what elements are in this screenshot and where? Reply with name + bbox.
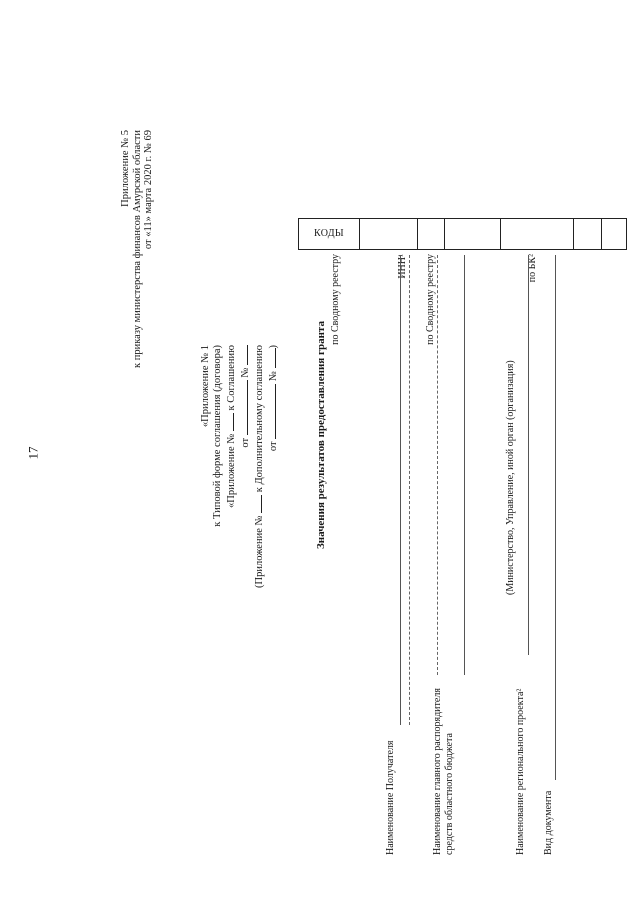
appendix-header	[120, 130, 155, 368]
appendix-order-line: к приказу министерства финансов Амурской области	[131, 130, 143, 368]
recipient-registry-label: по Сводному реестру	[330, 254, 341, 345]
document-type-line[interactable]	[555, 255, 556, 780]
inn-code-cell	[418, 219, 445, 250]
budget-code-cell	[574, 219, 602, 250]
document-type-code-cell	[602, 219, 627, 250]
administrator-name-label: Наименование главного распорядителя средств областного бюджета	[432, 688, 455, 855]
recipient-name-line-2	[409, 255, 410, 725]
document-title: Значения результатов предоставления гранта	[315, 321, 327, 549]
supplementary-date-blank	[266, 384, 276, 439]
supplementary-number-blank	[266, 349, 276, 369]
agreement-appendix-line3: «Приложение № к Соглашению	[226, 345, 237, 508]
administrator-name-caption: (Министерство, Управление, иной орган (организация)	[505, 360, 516, 595]
agreement-number-blank	[238, 345, 248, 365]
agreement-appendix-block	[200, 345, 280, 588]
codes-table	[298, 218, 627, 250]
appendix-number-blank	[224, 413, 234, 431]
agreement-appendix-line5: (Приложение № к Дополнительному соглашению	[254, 345, 265, 588]
page-number: 17	[25, 446, 41, 460]
regional-project-code-cell	[501, 219, 574, 250]
agreement-appendix-line1: «Приложение № 1	[200, 345, 211, 428]
recipient-registry-code-cell	[360, 219, 418, 250]
agreement-appendix-line4: от №	[238, 345, 252, 588]
regional-project-line[interactable]	[528, 255, 529, 655]
regional-project-label: Наименование регионального проекта²	[515, 688, 526, 855]
agreement-appendix-line2: к Типовой форме соглашения (договора)	[212, 345, 223, 527]
appendix-number: Приложение № 5	[120, 130, 131, 207]
administrator-registry-code-cell	[445, 219, 501, 250]
agreement-appendix-line6: от № )	[268, 345, 279, 452]
inn-label: ИНН¹	[397, 254, 408, 279]
codes-header-cell: КОДЫ	[299, 219, 360, 250]
document-type-label: Вид документа	[543, 790, 554, 855]
administrator-name-line[interactable]	[464, 255, 465, 675]
recipient-name-label: Наименование Получателя	[385, 740, 396, 855]
budget-code-label: по БК²	[527, 254, 538, 283]
supplementary-appendix-number-blank	[252, 495, 262, 513]
administrator-registry-label: по Сводному реестру	[425, 254, 436, 345]
appendix-order-date: от «11» марта 2020 г. № 69	[143, 130, 154, 250]
agreement-date-blank	[238, 380, 248, 435]
administrator-name-line-1	[437, 255, 438, 675]
recipient-name-line[interactable]	[400, 255, 401, 725]
